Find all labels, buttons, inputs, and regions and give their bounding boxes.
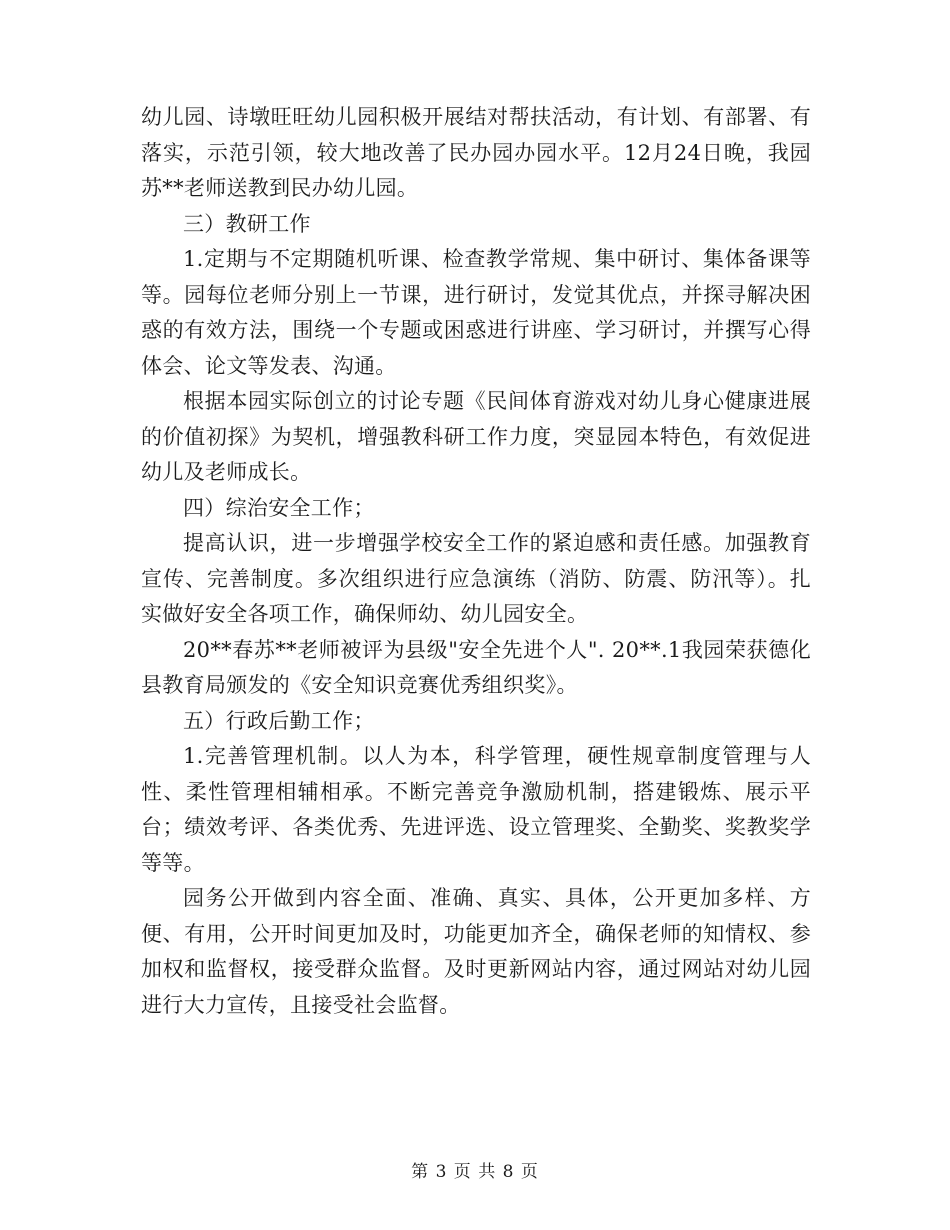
document-body — [141, 100, 811, 1023]
paragraph-safety-2: 20**春苏**老师被评为县级"安全先进个人". 20**.1我园荣获德化县教育局颁发的《安全知识竞赛优秀组织奖》。 — [141, 637, 811, 697]
paragraph-research-1: 1.定期与不定期随机听课、检查教学常规、集中研讨、集体备课等等。园每位老师分别上一节课，进行研讨，发觉其优点，并探寻解决困惑的有效方法，围绕一个专题或困惑进行讲座、学习研讨，并撰写心得体会、论文等发表、沟通。 — [141, 247, 811, 378]
section-heading-admin: 五）行政后勤工作； — [183, 708, 375, 733]
paragraph-admin-2: 园务公开做到内容全面、准确、真实、具体，公开更加多样、方便、有用，公开时间更加及时，功能更加齐全，确保老师的知情权、参加权和监督权，接受群众监督。及时更新网站内容，通过网站对幼儿园进行大力宣传，且接受社会监督。 — [141, 886, 811, 1017]
paragraph-safety-1: 提高认识，进一步增强学校安全工作的紧迫感和责任感。加强教育宣传、完善制度。多次组织进行应急演练（消防、防震、防汛等）。扎实做好安全各项工作，确保师幼、幼儿园安全。 — [141, 531, 811, 626]
section-heading-research: 三）教研工作 — [183, 211, 311, 236]
paragraph-research-2: 根据本园实际创立的讨论专题《民间体育游戏对幼儿身心健康进展的价值初探》为契机，增强教科研工作力度，突显园本特色，有效促进幼儿及老师成长。 — [141, 389, 811, 484]
page-footer: 第 3 页 共 8 页 — [411, 1162, 539, 1182]
paragraph-continuation: 幼儿园、诗墩旺旺幼儿园积极开展结对帮扶活动，有计划、有部署、有落实，示范引领，较大地改善了民办园办园水平。12月24日晚，我园苏**老师送教到民办幼儿园。 — [141, 105, 811, 200]
paragraph-admin-1: 1.完善管理机制。以人为本，科学管理，硬性规章制度管理与人性、柔性管理相辅相承。不断完善竞争激励机制，搭建锻炼、展示平台；绩效考评、各类优秀、先进评选、设立管理奖、全勤奖、奖教奖学等等。 — [141, 744, 811, 875]
section-heading-safety: 四）综治安全工作； — [183, 495, 375, 520]
